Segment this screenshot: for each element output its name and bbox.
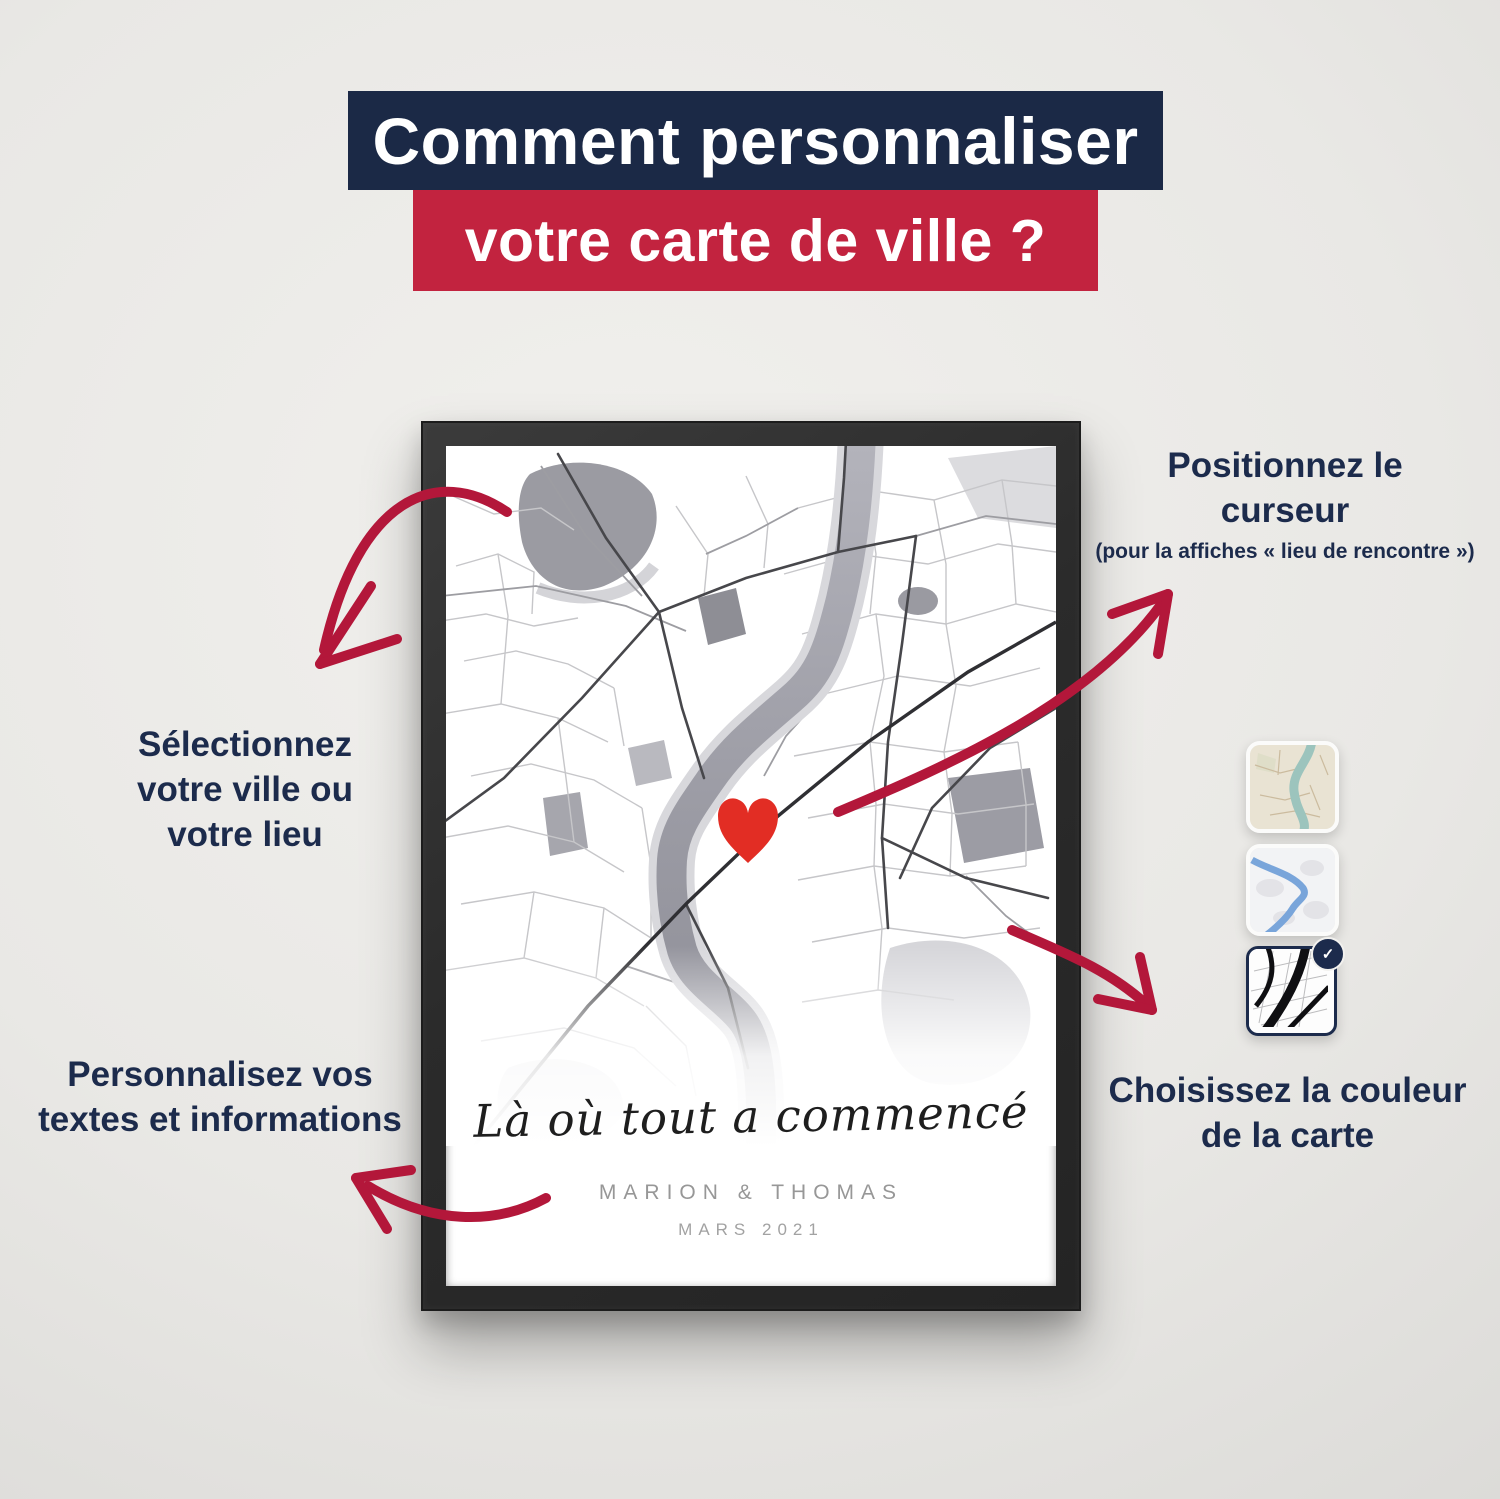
annotation-line: textes et informations: [38, 1100, 402, 1139]
annotation-choose-color: [1090, 1068, 1485, 1158]
annotation-line: curseur: [1220, 491, 1350, 530]
title-banner-red: [413, 190, 1098, 291]
map-color-option-blue-river[interactable]: [1246, 844, 1339, 936]
title-banner-navy: [348, 91, 1163, 190]
check-icon: ✓: [1321, 946, 1335, 963]
annotation-line: Choisissez la couleur: [1108, 1071, 1467, 1110]
poster-date: MARS 2021: [678, 1220, 824, 1239]
title-line-2: votre carte de ville ?: [464, 207, 1047, 274]
selected-check-badge: [1311, 937, 1345, 971]
map-color-option-black-selected[interactable]: [1246, 946, 1337, 1036]
title-line-1: Comment personnaliser: [372, 103, 1139, 178]
poster-quote: Là où tout a commencé: [473, 1085, 1029, 1148]
annotation-line: votre ville ou: [137, 770, 353, 809]
vintage-map-thumbnail-icon: [1250, 745, 1335, 829]
annotation-note: (pour la affiches « lieu de rencontre »): [1095, 540, 1475, 563]
poster: [446, 446, 1056, 1286]
annotation-line: Personnalisez vos: [67, 1055, 373, 1094]
annotation-line: votre lieu: [167, 815, 323, 854]
annotation-position-cursor: [1085, 443, 1485, 565]
map-color-option-vintage[interactable]: [1246, 741, 1339, 833]
annotation-line: Sélectionnez: [138, 725, 352, 764]
annotation-line: Positionnez le: [1167, 446, 1403, 485]
poster-frame: [421, 421, 1081, 1311]
annotation-line: de la carte: [1200, 1116, 1375, 1155]
blue-river-map-thumbnail-icon: [1250, 848, 1335, 932]
city-map: [446, 446, 1056, 1146]
annotation-personalize-texts: [10, 1052, 430, 1142]
poster-names: MARION & THOMAS: [598, 1181, 904, 1204]
annotation-select-city: [80, 722, 410, 857]
